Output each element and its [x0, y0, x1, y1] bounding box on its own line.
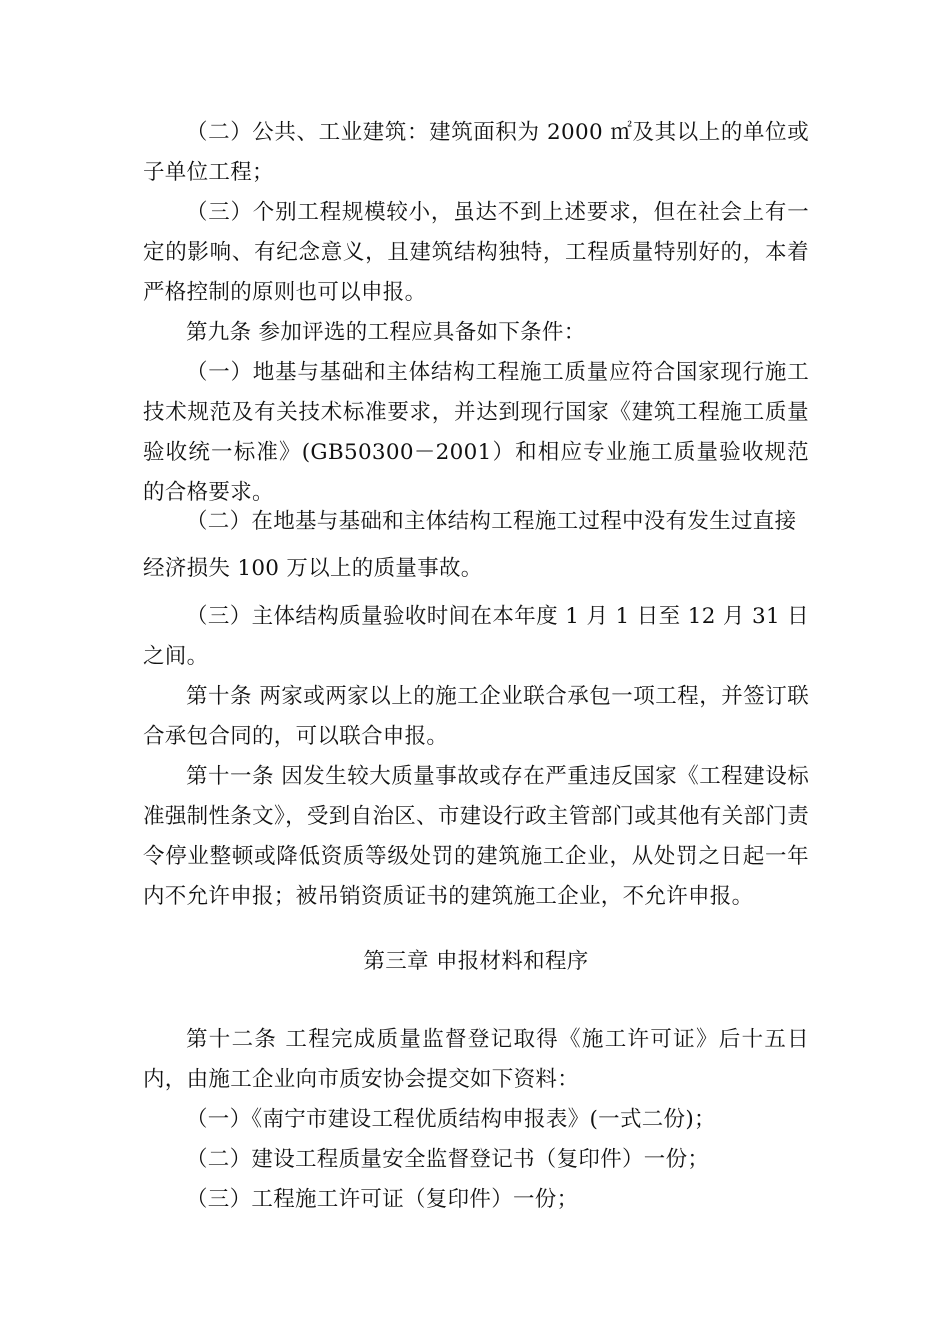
article-10: 第十条 两家或两家以上的施工企业联合承包一项工程，并签订联合承包合同的，可以联合申报。 — [143, 684, 809, 749]
paragraph-small-projects: （三）个别工程规模较小，虽达不到上述要求，但在社会上有一定的影响、有纪念意义，且建筑结构独特，工程质量特别好的，本着严格控制的原则也可以申报。 — [143, 200, 809, 305]
article-9-item-3: （三）主体结构质量验收时间在本年度 1 月 1 日至 12 月 31 日之间。 — [143, 604, 809, 669]
article-9-item-1: （一）地基与基础和主体结构工程施工质量应符合国家现行施工技术规范及有关技术标准要求，并达到现行国家《建筑工程施工质量验收统一标准》(GB50300－2001）和相应专业施工质量验收规范的合格要求。 — [143, 360, 809, 505]
article-11: 第十一条 因发生较大质量事故或存在严重违反国家《工程建设标准强制性条文》，受到自治区、市建设行政主管部门或其他有关部门责令停业整顿或降低资质等级处罚的建筑施工企业，从处罚之日起一年内不允许申报；被吊销资质证书的建筑施工企业，不允许申报。 — [143, 764, 809, 909]
article-12-item-1: （一）《南宁市建设工程优质结构申报表》(一式二份)； — [186, 1107, 716, 1132]
article-9-item-2-line-1: （二）在地基与基础和主体结构工程施工过程中没有发生过直接 — [186, 509, 797, 534]
article-12-item-2: （二）建设工程质量安全监督登记书（复印件）一份； — [186, 1147, 710, 1172]
article-12: 第十二条 工程完成质量监督登记取得《施工许可证》后十五日内，由施工企业向市质安协会提交如下资料： — [143, 1027, 809, 1092]
chapter-3-heading: 第三章 申报材料和程序 — [363, 949, 589, 974]
article-12-item-3: （三）工程施工许可证（复印件）一份； — [186, 1187, 579, 1212]
article-9-title: 第九条 参加评选的工程应具备如下条件： — [186, 320, 586, 345]
article-9-item-2-line-2: 经济损失 100 万以上的质量事故。 — [143, 556, 483, 581]
paragraph-public-industrial: （二）公共、工业建筑：建筑面积为 2000 ㎡及其以上的单位或子单位工程； — [143, 120, 809, 185]
